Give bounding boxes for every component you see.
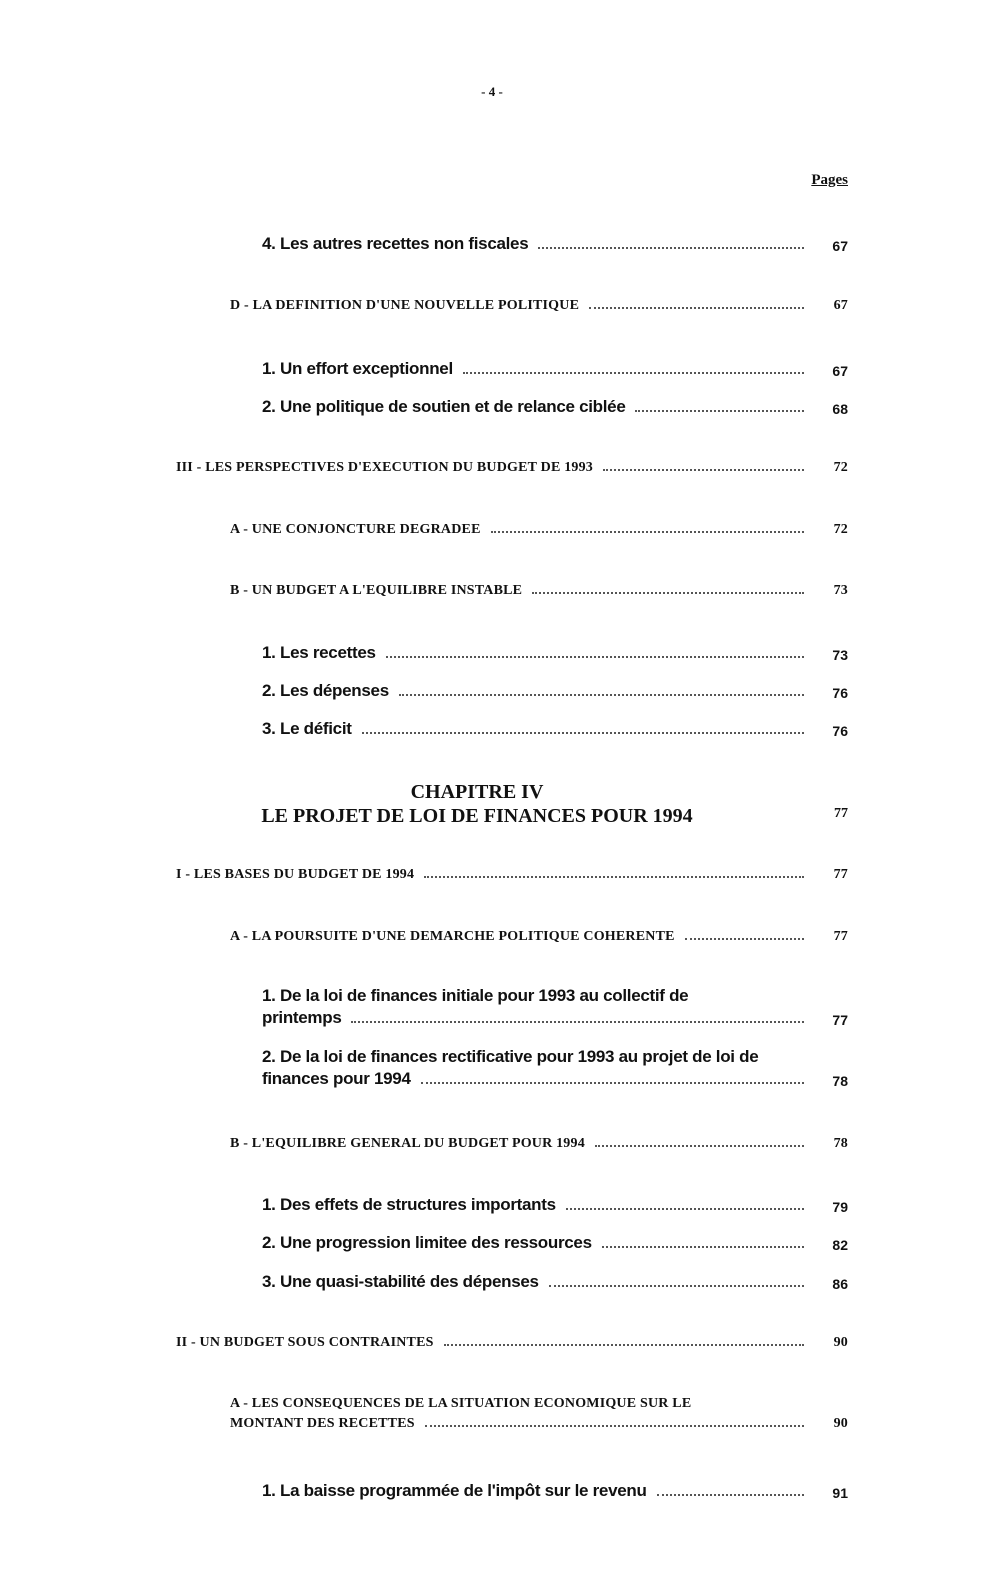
dot-leader: [549, 1285, 804, 1287]
toc-entry[interactable]: [262, 643, 848, 663]
toc-entry[interactable]: [230, 298, 848, 314]
toc-entry[interactable]: [262, 234, 848, 254]
toc-entry-title: 2. Une progression limitee des ressources: [262, 1233, 592, 1252]
dot-leader: [603, 469, 804, 471]
toc-entry-title-line2: MONTANT DES RECETTES: [230, 1416, 415, 1431]
toc-entry[interactable]: [262, 1481, 848, 1501]
dot-leader: [399, 694, 804, 696]
toc-entry[interactable]: [262, 359, 848, 379]
toc-entry-page: 68: [832, 401, 848, 417]
toc-entry-title: A - LA POURSUITE D'UNE DEMARCHE POLITIQUE COHERENTE: [230, 929, 675, 944]
toc-entry-title: D - LA DEFINITION D'UNE NOUVELLE POLITIQUE: [230, 298, 580, 313]
toc-entry-title: 3. Une quasi-stabilité des dépenses: [262, 1272, 539, 1291]
toc-entry[interactable]: [262, 1272, 848, 1292]
toc-entry[interactable]: [262, 681, 848, 701]
toc-entry-page: 77: [833, 867, 848, 882]
toc-entry-title: B - UN BUDGET A L'EQUILIBRE INSTABLE: [230, 583, 523, 598]
toc-entry-title: 2. Une politique de soutien et de relance ciblée: [262, 397, 626, 416]
toc-entry-page: 76: [832, 723, 848, 739]
toc-entry-title: 1. Des effets de structures importants: [262, 1195, 556, 1214]
toc-entry-page: 72: [833, 460, 848, 475]
dot-leader: [532, 592, 804, 594]
chapter-label: CHAPITRE IV: [410, 781, 544, 803]
toc-entry-page: 82: [832, 1237, 848, 1253]
toc-entry-title-line2: finances pour 1994: [262, 1069, 411, 1088]
toc-entry-title: A - UNE CONJONCTURE DEGRADEE: [230, 522, 481, 537]
toc-entry-title: 1. Un effort exceptionnel: [262, 359, 453, 378]
toc-entry-page: 78: [832, 1073, 848, 1089]
dot-leader: [444, 1344, 804, 1346]
toc-entry-page: 73: [833, 583, 848, 598]
toc-entry-page: 67: [832, 238, 848, 254]
dot-leader: [602, 1246, 804, 1248]
toc-entry-title: II - UN BUDGET SOUS CONTRAINTES: [176, 1335, 434, 1350]
toc-entry-page: 67: [832, 363, 848, 379]
toc-entry-page: 73: [832, 647, 848, 663]
toc-entry[interactable]: [262, 1195, 848, 1215]
dot-leader: [595, 1145, 804, 1147]
toc-entry[interactable]: [230, 1136, 848, 1152]
dot-leader: [386, 656, 804, 658]
dot-leader: [463, 372, 804, 374]
toc-entry-page: 78: [833, 1136, 848, 1151]
toc-entry-title: 1. Les recettes: [262, 643, 376, 662]
toc-entry-page: 90: [833, 1335, 848, 1350]
dot-leader: [657, 1494, 804, 1496]
toc-entry-title: 4. Les autres recettes non fiscales: [262, 234, 529, 253]
toc-entry-title-line2: printemps: [262, 1008, 342, 1027]
chapter-page: 77: [834, 806, 848, 821]
toc-entry[interactable]: [262, 719, 848, 739]
chapter-heading[interactable]: [230, 780, 724, 828]
toc-entry-title-line1: 2. De la loi de finances rectificative pour 1993 au projet de loi de: [262, 1047, 759, 1066]
toc-entry-page: 77: [832, 1012, 848, 1028]
dot-leader: [421, 1082, 804, 1084]
toc-entry-page: 91: [832, 1485, 848, 1501]
dot-leader: [362, 732, 804, 734]
toc-entry[interactable]: [230, 1396, 848, 1432]
dot-leader: [425, 1425, 804, 1427]
toc-entry-title: III - LES PERSPECTIVES D'EXECUTION DU BUDGET DE 1993: [176, 460, 594, 475]
toc-entry-title: I - LES BASES DU BUDGET DE 1994: [176, 867, 415, 882]
toc-entry[interactable]: [176, 1335, 848, 1351]
toc-entry-title-line1: 1. De la loi de finances initiale pour 1993 au collectif de: [262, 986, 689, 1005]
toc-entry-page: 79: [832, 1199, 848, 1215]
toc-entry-page: 67: [833, 298, 848, 313]
toc-entry[interactable]: [230, 522, 848, 538]
dot-leader: [685, 938, 804, 940]
page-number: - 4 -: [481, 84, 503, 99]
dot-leader: [491, 531, 804, 533]
chapter-title: LE PROJET DE LOI DE FINANCES POUR 1994: [261, 805, 693, 827]
dot-leader: [538, 247, 804, 249]
toc-entry-title: B - L'EQUILIBRE GENERAL DU BUDGET POUR 1994: [230, 1136, 585, 1151]
toc-entry[interactable]: [230, 929, 848, 945]
toc-entry-title: 3. Le déficit: [262, 719, 352, 738]
toc-entry[interactable]: [176, 460, 848, 476]
toc-entry-title: 2. Les dépenses: [262, 681, 389, 700]
toc-entry-page: 76: [832, 685, 848, 701]
toc-entry-page: 86: [832, 1276, 848, 1292]
dot-leader: [351, 1021, 804, 1023]
toc-entry-page: 72: [833, 522, 848, 537]
toc-entry[interactable]: [262, 397, 848, 417]
toc-entry[interactable]: [176, 867, 848, 883]
toc-entry[interactable]: [262, 1047, 848, 1089]
toc-entry[interactable]: [262, 986, 848, 1028]
dot-leader: [589, 307, 804, 309]
dot-leader: [566, 1208, 804, 1210]
dot-leader: [424, 876, 804, 878]
toc-entry[interactable]: [262, 1233, 848, 1253]
toc-entry-title: 1. La baisse programmée de l'impôt sur le revenu: [262, 1481, 647, 1500]
pages-column-header: Pages: [811, 172, 848, 188]
toc-entry-page: 90: [833, 1416, 848, 1431]
toc-entry-title-line1: A - LES CONSEQUENCES DE LA SITUATION ECONOMIQUE SUR LE: [230, 1396, 692, 1411]
toc-entry-page: 77: [833, 929, 848, 944]
dot-leader: [635, 410, 804, 412]
toc-entry[interactable]: [230, 583, 848, 599]
